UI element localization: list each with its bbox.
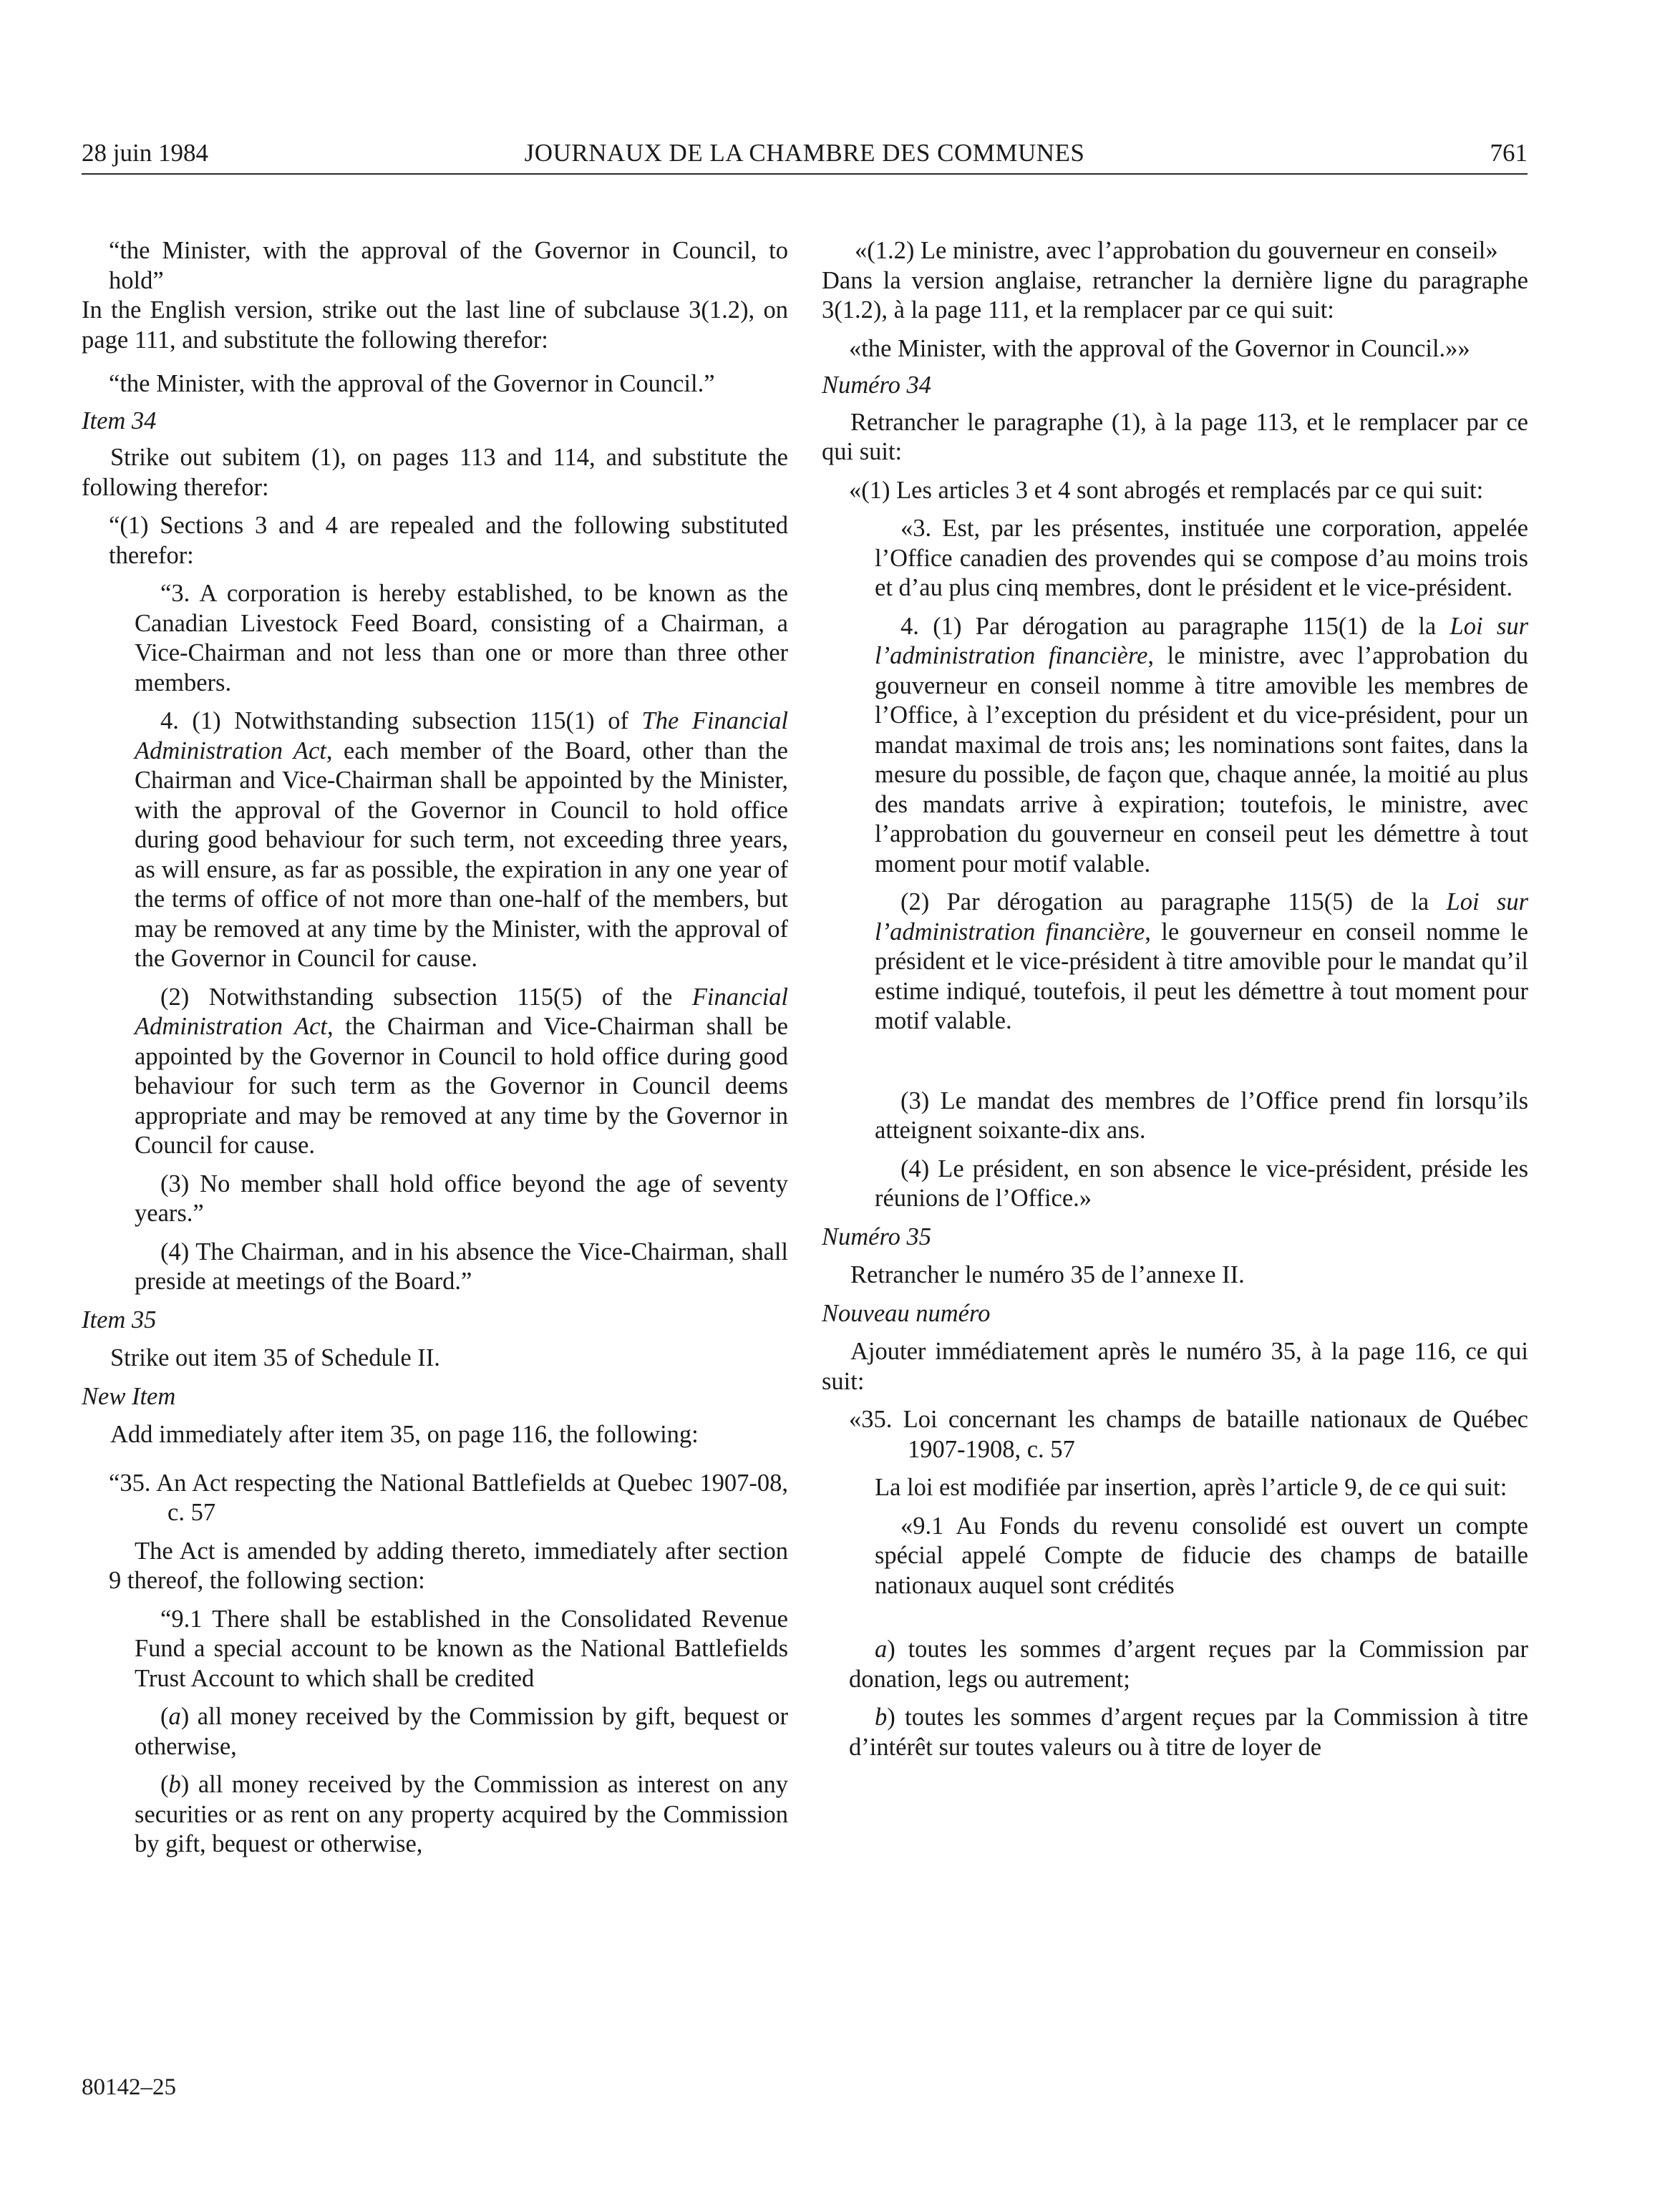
fr-section-4-1: 4. (1) Par dérogation au paragraphe 115(1) de la Loi sur l’administration financière, le ministre, avec l’approbation du gouverneur en conseil nomme à titre amovible les membres de l’Office, à l’exception du président et du vice-président, pour un mandat maximal de trois ans; les nominations sont faites, dans la mesure du possible, de façon que, chaque année, la moitié au plus des mandats arrive à expiration; toutefois, le ministre, avec l’approbation du gouverneur en conseil peut les démettre à tout moment pour motif valable.	[875, 612, 1529, 878]
en-act-name: Financial Administration Act	[135, 983, 788, 1040]
fr-item-34-subitem-1: «(1) Les articles 3 et 4 sont abrogés et remplacés par ce qui suit:	[849, 476, 1484, 504]
en-item-34-intro: Strike out subitem (1), on pages 113 and 114, and substitute the following therefor:	[82, 444, 788, 501]
en-act-title: “35. An Act respecting the National Battlefields at Quebec 1907-08, c. 57	[109, 1469, 788, 1526]
fr-item-34-intro: Retrancher le paragraphe (1), à la page 113, et le remplacer par ce qui suit:	[822, 408, 1528, 465]
en-act-name: The Financial Administration Act	[135, 707, 788, 764]
fr-instruction-1: Dans la version anglaise, retrancher la dernière ligne du paragraphe 3(1.2), à la page 111, et la remplacer par ce qui suit:	[822, 266, 1528, 324]
page-number: 761	[1490, 139, 1528, 167]
fr-new-item-intro: Ajouter immédiatement après le numéro 35, à la page 116, ce qui suit:	[822, 1338, 1528, 1395]
fr-item-35-heading: Numéro 35	[822, 1223, 932, 1250]
fr-section-9-1: «9.1 Au Fonds du revenu consolidé est ouvert un compte spécial appelé Compte de fiducie des champs de bataille nationaux auquel sont crédités	[875, 1512, 1528, 1599]
en-quote-2: “the Minister, with the approval of the Governor in Council.”	[109, 370, 715, 397]
fr-paragraph-a: a) toutes les sommes d’argent reçues par la Commission par donation, legs ou autrement;	[849, 1636, 1528, 1693]
fr-section-4-2: (2) Par dérogation au paragraphe 115(5) de la Loi sur l’administration financière, le gouverneur en conseil nomme le président et le vice-président à titre amovible pour le mandat qu’il estime indiqué, toutefois, il peut les démettre à tout moment pour motif valable.	[875, 888, 1529, 1034]
en-section-9-1: “9.1 There shall be established in the Consolidated Revenue Fund a special account to be known as the National Battlefields Trust Account to which shall be credited	[135, 1605, 788, 1692]
footer-code: 80142–25	[82, 2074, 176, 2100]
en-section-4-4: (4) The Chairman, and in his absence the Vice-Chairman, shall preside at meetings of the Board.”	[135, 1238, 788, 1295]
journal-title: JOURNAUX DE LA CHAMBRE DES COMMUNES	[524, 139, 1085, 167]
fr-act-name: Loi sur l’administration financière	[875, 888, 1529, 946]
english-column	[82, 236, 788, 1860]
en-amendment-text: The Act is amended by adding thereto, immediately after section 9 thereof, the following section:	[109, 1537, 788, 1594]
fr-paragraph-b: b) toutes les sommes d’argent reçues par la Commission à titre d’intérêt sur toutes valeurs ou à titre de loyer de	[849, 1704, 1528, 1761]
header-rule	[82, 173, 1528, 175]
en-item-35-heading: Item 35	[82, 1306, 157, 1334]
fr-section-4-3: (3) Le mandat des membres de l’Office prend fin lorsqu’ils atteignent soixante-dix ans.	[875, 1087, 1528, 1144]
en-item-34-heading: Item 34	[82, 407, 157, 434]
fr-item-34-heading: Numéro 34	[822, 371, 932, 399]
fr-quote-1: «(1.2) Le ministre, avec l’approbation du gouverneur en conseil»	[855, 237, 1498, 264]
en-section-4-3: (3) No member shall hold office beyond the age of seventy years.”	[135, 1170, 788, 1227]
fr-act-name: Loi sur l’administration financière	[875, 612, 1529, 669]
fr-item-35-text: Retrancher le numéro 35 de l’annexe II.	[850, 1261, 1245, 1288]
page-header	[82, 133, 1528, 173]
en-paragraph-a: (a) all money received by the Commission by gift, bequest or otherwise,	[135, 1703, 788, 1760]
en-item-35-text: Strike out item 35 of Schedule II.	[110, 1344, 440, 1371]
fr-new-item-heading: Nouveau numéro	[822, 1299, 991, 1327]
fr-amendment-text: La loi est modifiée par insertion, après l’article 9, de ce qui suit:	[875, 1474, 1507, 1501]
en-paragraph-b: (b) all money received by the Commission as interest on any securities or as rent on any property acquired by the Commission by gift, bequest or otherwise,	[135, 1771, 788, 1857]
en-section-3: “3. A corporation is hereby established, to be known as the Canadian Livestock Feed Board, consisting of a Chairman, a Vice-Chairman and not less than one or more than three other members.	[135, 580, 788, 696]
fr-section-3: «3. Est, par les présentes, instituée une corporation, appelée l’Office canadien des provendes qui se compose d’au moins trois et d’au plus cinq membres, dont le président et le vice-président.	[875, 515, 1528, 601]
french-column	[822, 236, 1528, 1762]
fr-act-title: «35. Loi concernant les champs de bataille nationaux de Québec 1907-1908, c. 57	[849, 1406, 1528, 1463]
en-section-4-2: (2) Notwithstanding subsection 115(5) of the Financial Administration Act, the Chairman and Vice-Chairman shall be appointed by the Governor in Council to hold office during good behaviour for such term as the Governor in Council deems appropriate and may be removed at any time by the Governor in Council for cause.	[135, 983, 788, 1159]
en-quote-1: “the Minister, with the approval of the Governor in Council, to hold”	[109, 237, 788, 294]
en-new-item-intro: Add immediately after item 35, on page 116, the following:	[110, 1421, 699, 1448]
fr-quote-2: «the Minister, with the approval of the Governor in Council.»»	[849, 334, 1470, 362]
en-section-4-1: 4. (1) Notwithstanding subsection 115(1) of The Financial Administration Act, each member of the Board, other than the Chairman and Vice-Chairman shall be appointed by the Minister, with the approval of the Governor in Council to hold office during good behaviour for such term, not exceeding three years, as will ensure, as far as possible, the expiration in any one year of the terms of office of not more than one-half of the members, but may be removed at any time by the Minister, with the approval of the Governor in Council for cause.	[135, 707, 788, 972]
en-item-34-subitem-1: “(1) Sections 3 and 4 are repealed and the following substituted therefor:	[109, 512, 788, 569]
header-date: 28 juin 1984	[82, 139, 208, 167]
en-new-item-heading: New Item	[82, 1382, 176, 1410]
en-instruction-1: In the English version, strike out the last line of subclause 3(1.2), on page 111, and substitute the following therefor:	[82, 296, 788, 354]
fr-section-4-4: (4) Le président, en son absence le vice-président, préside les réunions de l’Office.»	[875, 1155, 1528, 1212]
